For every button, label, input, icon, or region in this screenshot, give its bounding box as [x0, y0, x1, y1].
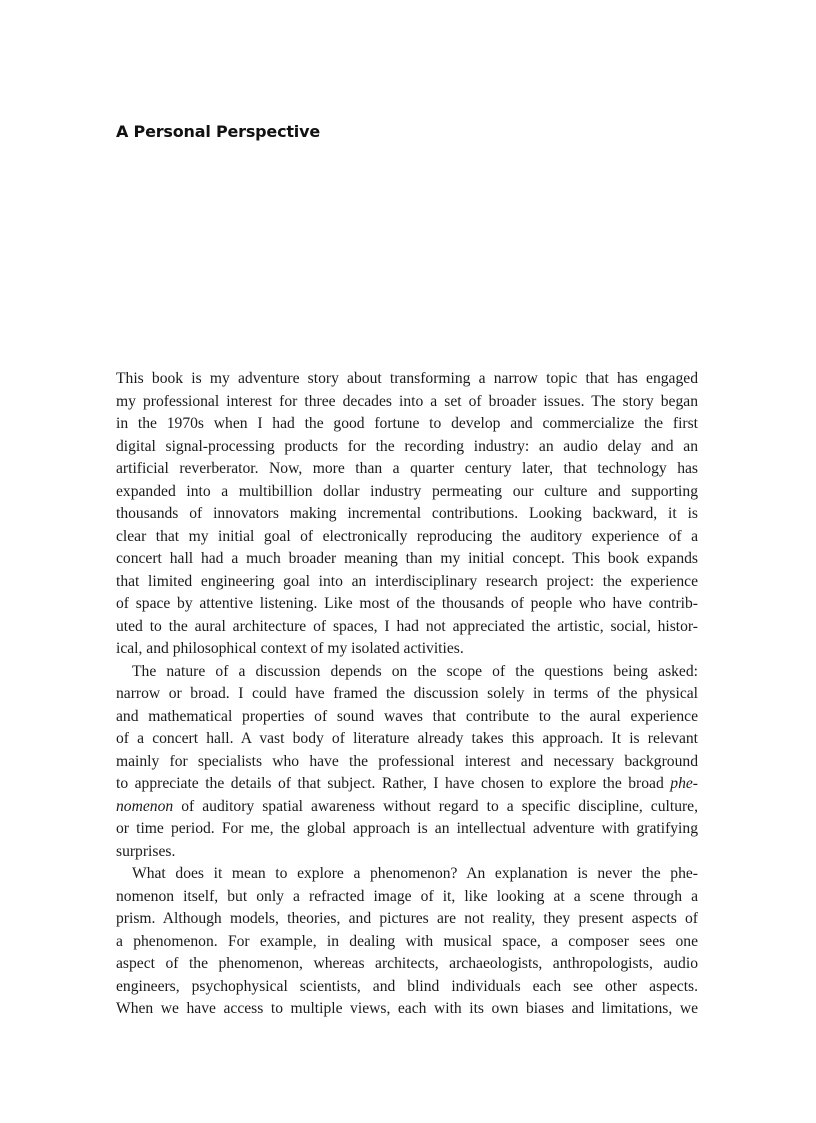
text-line: When we have access to multiple views, each with its own biases and limitations, we [116, 1000, 698, 1017]
text-segment: to appreciate the details of that subject. Rather, I have chosen to explore the broad [116, 775, 664, 792]
text-line-with-italic [116, 773, 698, 796]
text-line: concert hall had a much broader meaning than my initial concept. This book expands [116, 550, 698, 567]
text-line: engineers, psychophysical scientists, and blind individuals each see other aspects. [116, 977, 698, 995]
italic-term: phe- [670, 775, 698, 792]
text-line: prism. Although models, theories, and pictures are not reality, they present aspects of [116, 910, 698, 927]
text-line: ical, and philosophical context of my isolated activities. [116, 640, 464, 657]
section-title: A Personal Perspective [116, 122, 320, 141]
text-line: surprises. [116, 842, 176, 860]
text-line: uted to the aural architecture of spaces, I had not appreciated the artistic, social, histor- [116, 617, 698, 635]
text-line: or time period. For me, the global approach is an intellectual adventure with gratifying [116, 820, 698, 837]
text-line: narrow or broad. I could have framed the discussion solely in terms of the physical [116, 685, 698, 702]
text-line: What does it mean to explore a phenomenon? An explanation is never the phe- [132, 865, 698, 882]
text-segment: of auditory spatial awareness without regard to a specific discipline, culture, [181, 797, 699, 815]
body-text [116, 368, 698, 1021]
text-line: The nature of a discussion depends on the scope of the questions being asked: [132, 662, 698, 680]
text-line: that limited engineering goal into an interdisciplinary research project: the experience [116, 572, 698, 590]
text-line: mainly for specialists who have the professional interest and necessary background [116, 752, 698, 770]
text-line: in the 1970s when I had the good fortune to develop and commercialize the first [116, 415, 698, 432]
italic-term: nomenon [116, 797, 174, 815]
text-line: artificial reverberator. Now, more than a quarter century later, that technology has [116, 460, 698, 477]
text-line-with-italic [116, 796, 698, 819]
text-line: of space by attentive listening. Like most of the thousands of people who have contrib- [116, 595, 698, 612]
text-line: my professional interest for three decades into a set of broader issues. The story began [116, 392, 698, 410]
text-line: thousands of innovators making incremental contributions. Looking backward, it is [116, 505, 698, 522]
text-line: digital signal-processing products for the recording industry: an audio delay and an [116, 437, 698, 455]
text-line: expanded into a multibillion dollar industry permeating our culture and supporting [116, 482, 698, 500]
text-line: a phenomenon. For example, in dealing with musical space, a composer sees one [116, 932, 698, 950]
text-line: aspect of the phenomenon, whereas architects, archaeologists, anthropologists, audio [116, 955, 698, 972]
text-line: nomenon itself, but only a refracted image of it, like looking at a scene through a [116, 887, 698, 905]
text-line: of a concert hall. A vast body of literature already takes this approach. It is relevant [116, 730, 698, 747]
text-line: This book is my adventure story about transforming a narrow topic that has engaged [116, 370, 698, 387]
text-line: clear that my initial goal of electronically reproducing the auditory experience of a [116, 527, 698, 545]
text-line: and mathematical properties of sound waves that contribute to the aural experience [116, 707, 698, 725]
